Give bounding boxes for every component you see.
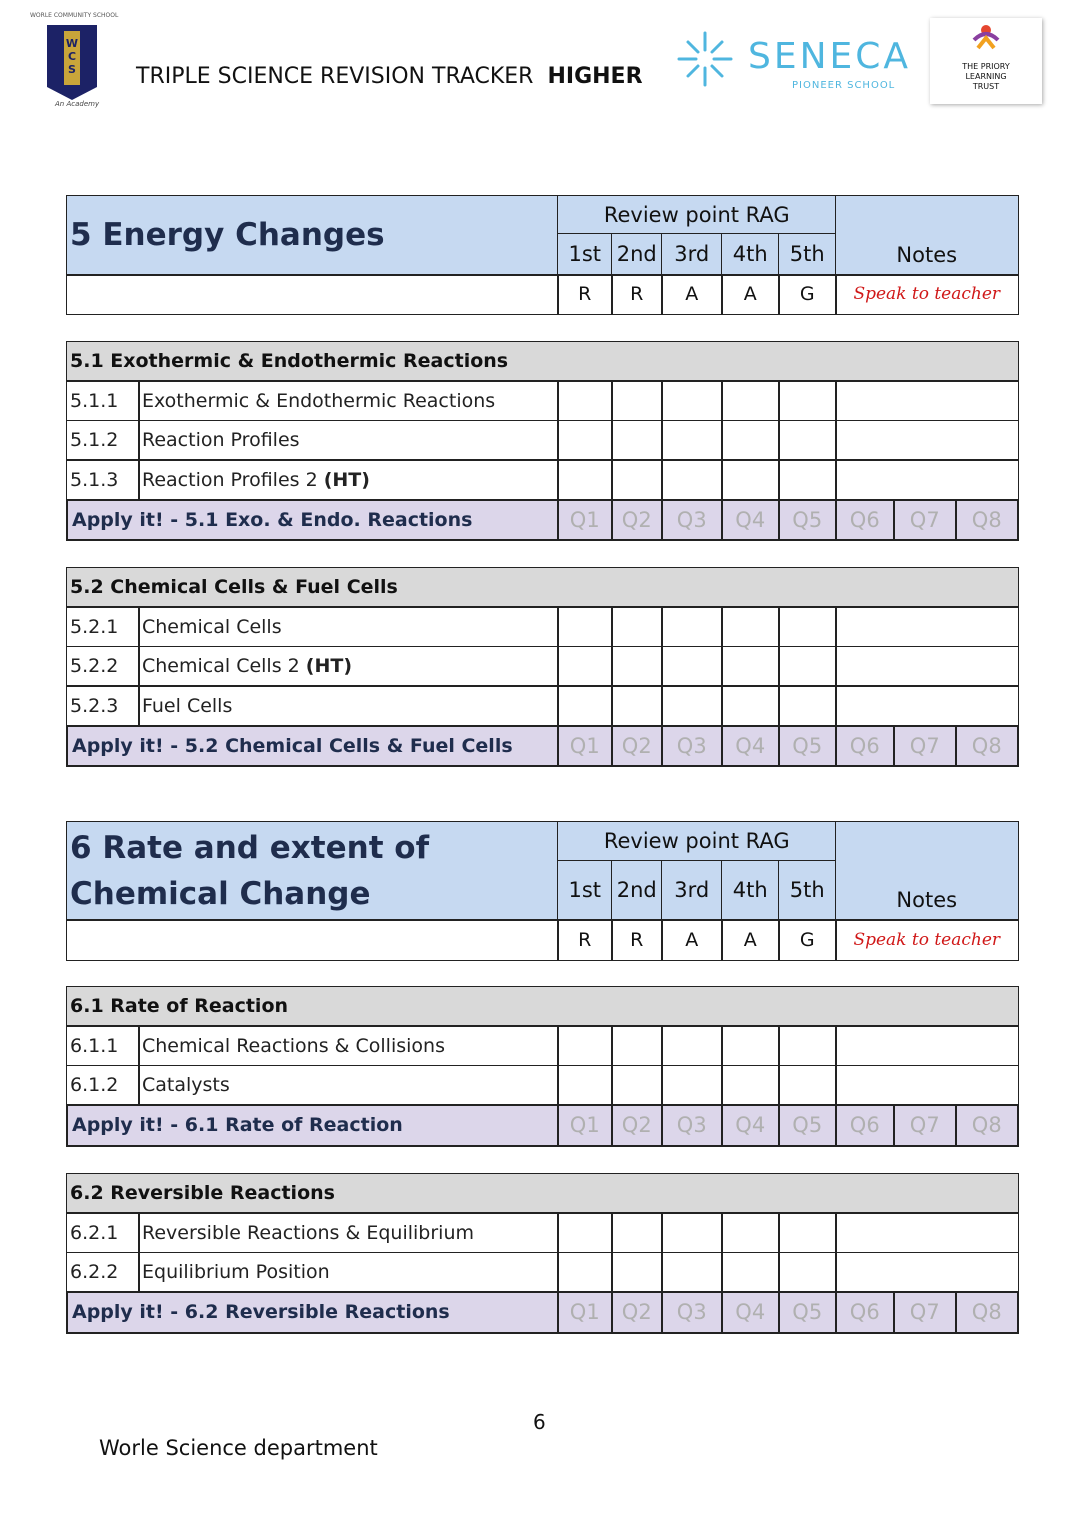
review-col-header: 1st: [557, 860, 613, 921]
topic-code: 5.1.1: [66, 380, 140, 421]
notes-cell[interactable]: [835, 380, 1019, 421]
rag-checkbox-cell[interactable]: [661, 685, 723, 726]
rag-checkbox-cell[interactable]: [721, 606, 780, 647]
question-cell[interactable]: Q5: [778, 725, 837, 768]
topic-code: 6.1.2: [66, 1065, 140, 1106]
question-cell[interactable]: Q6: [835, 499, 895, 542]
rag-checkbox-cell[interactable]: [611, 606, 663, 647]
rag-example-cell: G: [778, 919, 837, 961]
rag-checkbox-cell[interactable]: [557, 1065, 613, 1106]
rag-checkbox-cell[interactable]: [661, 1252, 723, 1293]
topic-name: [138, 1212, 559, 1253]
question-cell[interactable]: Q5: [778, 1104, 837, 1147]
higher-tier-tag: (HT): [305, 655, 353, 677]
rag-checkbox-cell[interactable]: [611, 380, 663, 421]
question-cell[interactable]: Q5: [778, 499, 837, 542]
crest-caption: An Academy: [55, 100, 100, 108]
question-cell[interactable]: Q7: [893, 499, 957, 542]
topic-name: [138, 1252, 559, 1293]
notes-cell[interactable]: [835, 420, 1019, 461]
question-cell[interactable]: Q4: [721, 1291, 780, 1334]
rag-header: Review point RAG: [557, 195, 837, 235]
rag-checkbox-cell[interactable]: [611, 1065, 663, 1106]
rag-example-cell: R: [611, 919, 663, 961]
rag-checkbox-cell[interactable]: [721, 646, 780, 687]
topic-name: [138, 1065, 559, 1106]
note-example: Speak to teacher: [835, 274, 1019, 315]
topic-name: [138, 646, 559, 687]
rag-checkbox-cell[interactable]: [611, 459, 663, 500]
section-title: 6.2 Reversible Reactions: [66, 1173, 1019, 1214]
rag-checkbox-cell[interactable]: [611, 1025, 663, 1066]
rag-checkbox-cell[interactable]: [778, 1252, 837, 1293]
rag-checkbox-cell[interactable]: [557, 1212, 613, 1253]
rag-checkbox-cell[interactable]: [611, 685, 663, 726]
rag-checkbox-cell[interactable]: [557, 459, 613, 500]
question-cell[interactable]: Q3: [661, 1104, 723, 1147]
review-col-header: 4th: [721, 860, 780, 921]
rag-checkbox-cell[interactable]: [778, 1025, 837, 1066]
rag-checkbox-cell[interactable]: [557, 646, 613, 687]
seneca-subtitle: PIONEER SCHOOL: [792, 80, 896, 91]
page-number: 6: [533, 1410, 546, 1434]
rag-checkbox-cell[interactable]: [778, 606, 837, 647]
topic-code: 5.2.1: [66, 606, 140, 647]
school-crest-logo: [47, 25, 97, 100]
rag-checkbox-cell[interactable]: [611, 646, 663, 687]
topic-name: [138, 1025, 559, 1066]
question-cell[interactable]: Q2: [611, 1291, 663, 1334]
topic-title: 6 Rate and extent of Chemical Change: [66, 821, 559, 921]
question-cell[interactable]: Q8: [955, 725, 1019, 768]
notes-header: Notes: [835, 195, 1019, 276]
topic-name: [138, 420, 559, 461]
question-cell[interactable]: Q2: [611, 1104, 663, 1147]
rag-example-cell: A: [661, 274, 723, 315]
topic-name: [138, 459, 559, 500]
topic-code: 5.1.2: [66, 420, 140, 461]
section-title: 5.1 Exothermic & Endothermic Reactions: [66, 341, 1019, 382]
topic-title: 5 Energy Changes: [66, 195, 559, 276]
question-cell[interactable]: Q3: [661, 725, 723, 768]
rag-checkbox-cell[interactable]: [721, 1065, 780, 1106]
rag-checkbox-cell[interactable]: [557, 606, 613, 647]
topic-code: 5.1.3: [66, 459, 140, 500]
seneca-logo-text: SENECA: [748, 36, 912, 77]
question-cell[interactable]: Q6: [835, 1104, 895, 1147]
question-cell[interactable]: Q7: [893, 725, 957, 768]
rag-checkbox-cell[interactable]: [557, 380, 613, 421]
review-col-header: 4th: [721, 233, 780, 276]
review-col-header: 2nd: [611, 233, 663, 276]
note-example: Speak to teacher: [835, 919, 1019, 961]
rag-checkbox-cell[interactable]: [721, 420, 780, 461]
rag-checkbox-cell[interactable]: [557, 1252, 613, 1293]
rag-checkbox-cell[interactable]: [721, 1025, 780, 1066]
rag-checkbox-cell[interactable]: [557, 1025, 613, 1066]
notes-cell[interactable]: [835, 1212, 1019, 1253]
apply-it-label[interactable]: Apply it! - 5.2 Chemical Cells & Fuel Cells: [66, 725, 559, 768]
rag-checkbox-cell[interactable]: [661, 1025, 723, 1066]
example-blank-cell: [66, 919, 559, 961]
footer-department: Worle Science department: [99, 1436, 378, 1460]
document-title-tier: HIGHER: [547, 64, 643, 89]
priory-text: THE PRIORY LEARNING TRUST: [962, 62, 1010, 91]
review-col-header: 3rd: [661, 860, 723, 921]
rag-example-cell: G: [778, 274, 837, 315]
question-cell[interactable]: Q8: [955, 499, 1019, 542]
question-cell[interactable]: Q1: [557, 1104, 613, 1147]
topic-name-text: Chemical Cells 2: [142, 655, 300, 677]
rag-example-cell: R: [557, 919, 613, 961]
question-cell[interactable]: Q1: [557, 499, 613, 542]
rag-checkbox-cell[interactable]: [661, 606, 723, 647]
rag-checkbox-cell[interactable]: [721, 1252, 780, 1293]
question-cell[interactable]: Q6: [835, 1291, 895, 1334]
higher-tier-tag: (HT): [323, 468, 370, 491]
section-title: 5.2 Chemical Cells & Fuel Cells: [66, 567, 1019, 608]
topic-code: 6.1.1: [66, 1025, 140, 1066]
question-cell[interactable]: Q7: [893, 1104, 957, 1147]
rag-checkbox-cell[interactable]: [661, 380, 723, 421]
notes-cell[interactable]: [835, 1065, 1019, 1106]
priory-logo: [930, 18, 1042, 104]
rag-example-cell: R: [611, 274, 663, 315]
topic-name-text: Fuel Cells: [142, 694, 233, 717]
topic-name: [138, 685, 559, 726]
rag-checkbox-cell[interactable]: [661, 1212, 723, 1253]
rag-checkbox-cell[interactable]: [661, 1065, 723, 1106]
topic-name-text: Catalysts: [142, 1074, 230, 1096]
question-cell[interactable]: Q4: [721, 1104, 780, 1147]
question-cell[interactable]: Q5: [778, 1291, 837, 1334]
review-col-header: 3rd: [661, 233, 723, 276]
rag-example-cell: A: [721, 919, 780, 961]
notes-cell[interactable]: [835, 606, 1019, 647]
crest-letters: WCS: [65, 37, 79, 76]
rag-header: Review point RAG: [557, 821, 837, 862]
review-col-header: 5th: [778, 233, 837, 276]
question-cell[interactable]: Q7: [893, 1291, 957, 1334]
apply-it-label[interactable]: Apply it! - 6.2 Reversible Reactions: [66, 1291, 559, 1334]
question-cell[interactable]: Q1: [557, 725, 613, 768]
topic-name-text: Equilibrium Position: [142, 1261, 330, 1283]
school-name-small: WORLE COMMUNITY SCHOOL: [30, 12, 119, 19]
rag-checkbox-cell[interactable]: [778, 1212, 837, 1253]
topic-code: 6.2.1: [66, 1212, 140, 1253]
review-col-header: 1st: [557, 233, 613, 276]
notes-cell[interactable]: [835, 459, 1019, 500]
rag-checkbox-cell[interactable]: [557, 685, 613, 726]
rag-checkbox-cell[interactable]: [778, 646, 837, 687]
question-cell[interactable]: Q8: [955, 1104, 1019, 1147]
topic-name-text: Reaction Profiles: [142, 429, 300, 451]
question-cell[interactable]: Q2: [611, 499, 663, 542]
rag-checkbox-cell[interactable]: [721, 1212, 780, 1253]
seneca-star-icon: [676, 30, 734, 92]
notes-header: Notes: [835, 821, 1019, 921]
question-cell[interactable]: Q1: [557, 1291, 613, 1334]
rag-checkbox-cell[interactable]: [778, 380, 837, 421]
topic-name: [138, 606, 559, 647]
apply-it-label[interactable]: Apply it! - 5.1 Exo. & Endo. Reactions: [66, 499, 559, 542]
rag-checkbox-cell[interactable]: [778, 459, 837, 500]
topic-name: [138, 380, 559, 421]
question-cell[interactable]: Q4: [721, 725, 780, 768]
question-cell[interactable]: Q3: [661, 499, 723, 542]
rag-checkbox-cell[interactable]: [778, 420, 837, 461]
rag-example-cell: A: [661, 919, 723, 961]
rag-checkbox-cell[interactable]: [778, 685, 837, 726]
question-cell[interactable]: Q8: [955, 1291, 1019, 1334]
question-cell[interactable]: Q6: [835, 725, 895, 768]
rag-example-cell: R: [557, 274, 613, 315]
topic-name-text: Reversible Reactions & Equilibrium: [142, 1221, 474, 1244]
rag-checkbox-cell[interactable]: [557, 420, 613, 461]
rag-checkbox-cell[interactable]: [661, 459, 723, 500]
rag-checkbox-cell[interactable]: [721, 685, 780, 726]
topic-code: 5.2.2: [66, 646, 140, 687]
topic-code: 6.2.2: [66, 1252, 140, 1293]
question-cell[interactable]: Q2: [611, 725, 663, 768]
rag-checkbox-cell[interactable]: [611, 420, 663, 461]
rag-example-cell: A: [721, 274, 780, 315]
apply-it-label[interactable]: Apply it! - 6.1 Rate of Reaction: [66, 1104, 559, 1147]
rag-checkbox-cell[interactable]: [721, 380, 780, 421]
question-cell[interactable]: Q4: [721, 499, 780, 542]
rag-checkbox-cell[interactable]: [611, 1212, 663, 1253]
rag-checkbox-cell[interactable]: [778, 1065, 837, 1106]
example-blank-cell: [66, 274, 559, 315]
rag-checkbox-cell[interactable]: [721, 459, 780, 500]
topic-code: 5.2.3: [66, 685, 140, 726]
topic-name-text: Chemical Reactions & Collisions: [142, 1034, 445, 1057]
review-col-header: 2nd: [611, 860, 663, 921]
notes-cell[interactable]: [835, 685, 1019, 726]
topic-name-text: Chemical Cells: [142, 615, 282, 638]
document-title: [136, 64, 643, 89]
notes-cell[interactable]: [835, 646, 1019, 687]
topic-name-text: Reaction Profiles 2: [142, 468, 318, 491]
review-col-header: 5th: [778, 860, 837, 921]
question-cell[interactable]: Q3: [661, 1291, 723, 1334]
notes-cell[interactable]: [835, 1252, 1019, 1293]
section-title: 6.1 Rate of Reaction: [66, 986, 1019, 1027]
rag-checkbox-cell[interactable]: [661, 646, 723, 687]
rag-checkbox-cell[interactable]: [661, 420, 723, 461]
topic-name-text: Exothermic & Endothermic Reactions: [142, 389, 496, 412]
notes-cell[interactable]: [835, 1025, 1019, 1066]
document-title-text: TRIPLE SCIENCE REVISION TRACKER: [136, 64, 534, 89]
rag-checkbox-cell[interactable]: [611, 1252, 663, 1293]
